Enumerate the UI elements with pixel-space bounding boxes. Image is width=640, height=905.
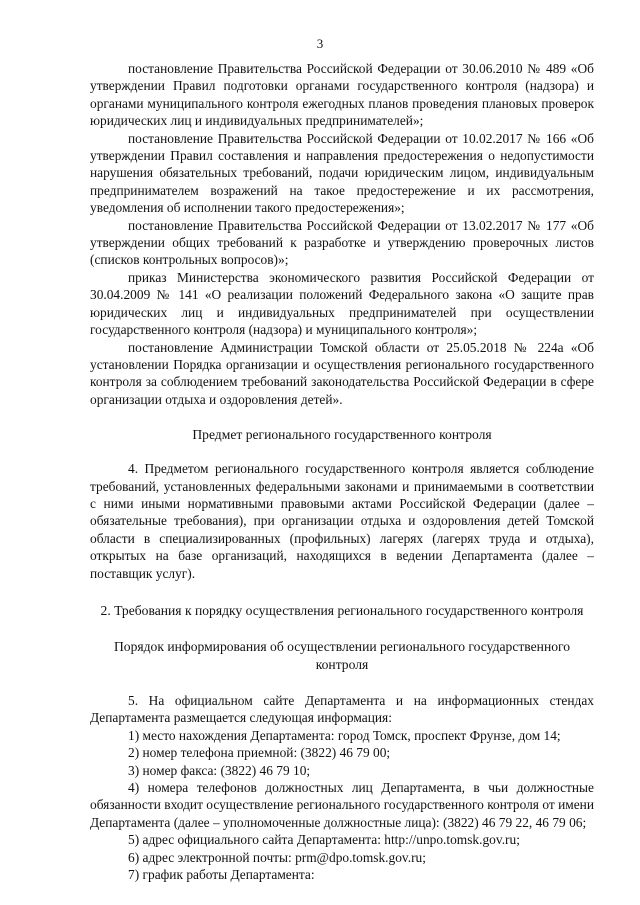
spacer [90, 674, 594, 692]
spacer [90, 444, 594, 460]
list-item: 2) номер телефона приемной: (3822) 46 79 00; [128, 745, 391, 761]
subject-heading: Предмет регионального государственного контроля [192, 427, 492, 443]
legal-basis-paragraph: приказ Министерства экономического развития Российской Федерации от 30.04.2009 № 141 «О реализации положений Федерального закона «О защите прав юридических лиц и индивидуальных предпринимателей при осуществлении государственного контроля (надзора) и муниципального контроля»; [90, 269, 594, 338]
legal-basis-paragraph: постановление Правительства Российской Федерации от 10.02.2017 № 166 «Об утверждении Правил составления и направления предостережения о недопустимости нарушения обязательных требований, подачи юридическим лицом, индивидуальным предпринимателем возражений на такое предостережение и их рассмотрения, уведомления об исполнении такого предостережения»; [90, 130, 594, 216]
spacer [90, 408, 594, 426]
legal-basis-paragraph: постановление Правительства Российской Федерации от 30.06.2010 № 489 «Об утверждении Правил подготовки органами государственного контроля (надзора) и органами муниципального контроля ежегодных планов проведения плановых проверок юридических лиц и индивидуальных предпринимателей»; [90, 61, 594, 129]
informing-subheading: Порядок информирования об осуществлении регионального государственного контроля [113, 638, 571, 672]
list-item: 3) номер факса: (3822) 46 79 10; [128, 762, 311, 778]
spacer [90, 620, 594, 638]
legal-basis-paragraph: постановление Правительства Российской Федерации от 13.02.2017 № 177 «Об утверждении общих требований к разработке и утверждению проверочных листов (списков контрольных вопросов)»; [90, 217, 594, 268]
section-2-heading: 2. Требования к порядку осуществления регионального государственного контроля [100, 602, 584, 618]
document-body [90, 60, 594, 883]
list-item: 1) место нахождения Департамента: город Томск, проспект Фрунзе, дом 14; [128, 727, 561, 743]
list-item: 7) график работы Департамента: [128, 867, 315, 883]
legal-basis-paragraph: постановление Администрации Томской области от 25.05.2018 № 224а «Об установлении Порядка организации и осуществления регионального государственного контроля за соблюдением требований законодательства Российской Федерации в сфере организации отдыха и оздоровления детей». [90, 339, 594, 407]
list-item: 4) номера телефонов должностных лиц Департамента, в чьи должностные обязанности входит осуществление регионального государственного контроля от имени Департамента (далее – уполномоченные должностные лица): (3822) 46 79 22, 46 79 06; [90, 780, 594, 830]
list-item: 6) адрес электронной почты: prm@dpo.tomsk.gov.ru; [128, 849, 426, 865]
spacer [90, 582, 594, 602]
informing-intro-paragraph: 5. На официальном сайте Департамента и на информационных стендах Департамента размещается следующая информация: [90, 692, 594, 726]
page-number: 3 [316, 36, 324, 51]
list-item: 5) адрес официального сайта Департамента: http://unpo.tomsk.gov.ru; [128, 832, 520, 848]
subject-paragraph: 4. Предметом регионального государственного контроля является соблюдение требований, установленных федеральными законами и принимаемыми в соответствии с ними иными нормативными правовыми актами Российской Федерации (далее – обязательные требования), при организации отдыха и оздоровления детей Томской области в специализированных (профильных) лагерях (лагерях труда и отдыха), открытых на базе организаций, находящихся в ведении Департамента (далее – поставщик услуг). [90, 461, 594, 581]
